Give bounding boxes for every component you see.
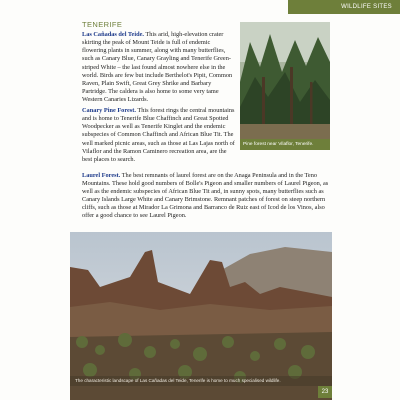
landscape-caption: The characteristic landscape of Las Cañadas del Teide, Tenerife is home to much specialised wildlife. [70, 376, 332, 386]
running-header: WILDLIFE SITES [288, 0, 400, 14]
las-canadas-landscape-photo [70, 232, 332, 400]
paragraph-lead: Canary Pine Forest. [82, 107, 136, 114]
pine-forest-photo [240, 22, 330, 139]
section-title: TENERIFE [82, 20, 123, 29]
paragraph-lead: Laurel Forest. [82, 172, 121, 179]
paragraph-laurel-forest [82, 172, 332, 221]
paragraph-body: This arid, high-elevation crater skirting the peak of Mount Teide is full of endemic flowering plants in summer, along with many butterflies, such as Canary Blue, Canary Grayling and Tenerife Green-striped White – the last found almost nowhere else in the world. Birds are few but include Berthelot's Pipit, Common Raven, Plain Swift, Great Grey Shrike and Barbary Partridge. The caldera is also home to some very tame Western Canaries Lizards. [82, 31, 233, 104]
paragraph-lead: Las Cañadas del Teide. [82, 31, 144, 38]
paragraph-body: The best remnants of laurel forest are on the Anaga Peninsula and in the Teno Mountains. These hold good numbers of Bolle's Pigeon and smaller numbers of Laurel Pigeon, as well as the endemic subspecies of African Blue Tit and, in sunny spots, many butterflies such as Canary Islands Large White and Canary Brimstone. Remnant patches of forest on steep northern cliffs, such as those at Mirador La Grimona and Barranco de Ruiz east of Icod de los Vinos, also offer a good chance to see Laurel Pigeon. [82, 172, 329, 220]
paragraph-pine-forest [82, 107, 236, 164]
pine-forest-caption: Pine forest near Vilaflor, Tenerife. [240, 139, 330, 150]
paragraph-body: This forest rings the central mountains and is home to Tenerife Blue Chaffinch and Great Spotted Woodpecker as well as Tenerife Kinglet and the endemic subspecies of Common Chaffinch and African Blue Tit. The well marked picnic areas, such as those at Las Lajas north of Vilaflor and the Ramon Caminero recreation area, are the best places to search. [82, 107, 235, 163]
page-number: 23 [318, 386, 332, 398]
text-column-narrow [82, 31, 236, 167]
text-column-wide [82, 172, 332, 223]
paragraph-las-canadas [82, 31, 236, 104]
